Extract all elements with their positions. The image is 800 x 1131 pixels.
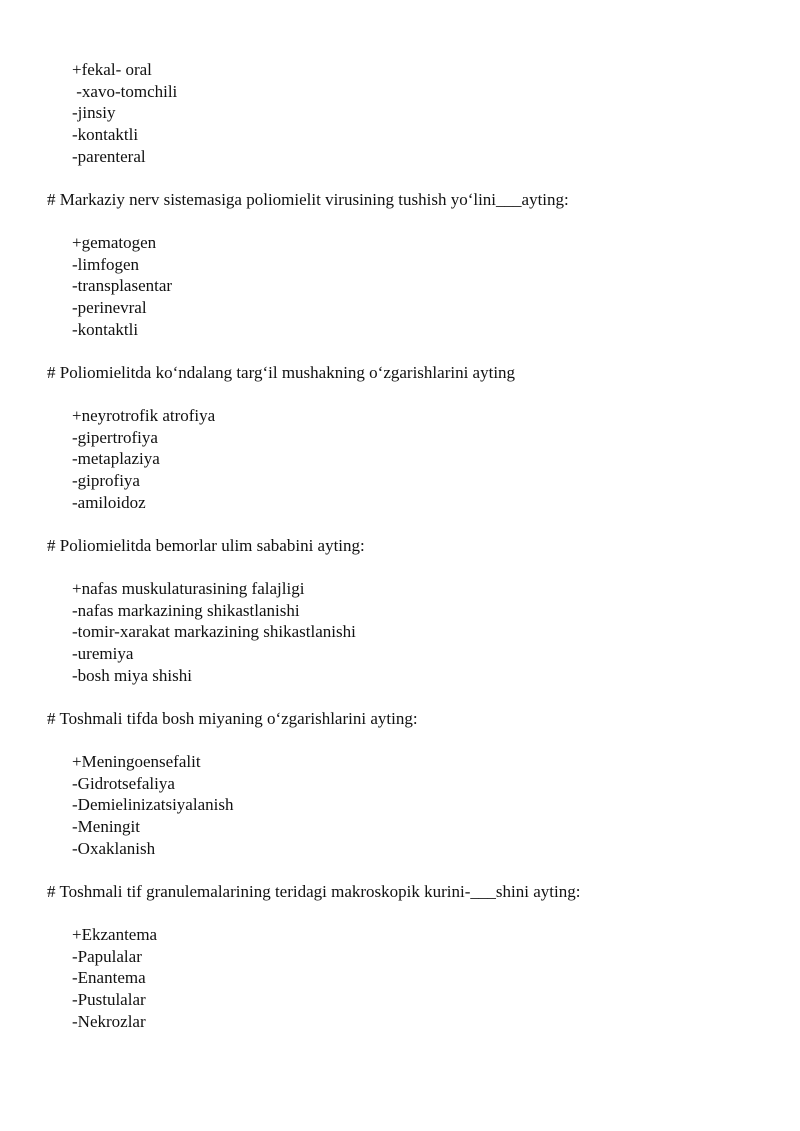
- option-line: -giprofiya: [72, 471, 140, 490]
- question-text: # Toshmali tifda bosh miyaning o‘zgarishlarini ayting:: [47, 709, 418, 728]
- option-line: -Meningit: [72, 817, 140, 836]
- option-line: -bosh miya shishi: [72, 666, 192, 685]
- option-line: +fekal- oral: [72, 60, 152, 79]
- question-text: # Markaziy nerv sistemasiga poliomielit virusining tushish yo‘lini___ayting:: [47, 190, 569, 209]
- option-line: -gipertrofiya: [72, 428, 158, 447]
- option-line: -Papulalar: [72, 947, 142, 966]
- option-line: -Enantema: [72, 968, 146, 987]
- option-line: -uremiya: [72, 644, 134, 663]
- option-line: -transplasentar: [72, 276, 173, 295]
- option-line: +Ekzantema: [72, 925, 158, 944]
- option-line: -limfogen: [72, 255, 140, 274]
- option-line: -Gidrotsefaliya: [72, 774, 175, 793]
- question-text: # Poliomielitda bemorlar ulim sababini ayting:: [47, 536, 365, 555]
- question-text: # Toshmali tif granulemalarining teridagi makroskopik kurini-___shini ayting:: [47, 882, 581, 901]
- option-line: -perinevral: [72, 298, 147, 317]
- option-line: +nafas muskulaturasining falajligi: [72, 579, 305, 598]
- question-text: # Poliomielitda ko‘ndalang targ‘il mushakning o‘zgarishlarini ayting: [47, 363, 516, 382]
- option-line: +neyrotrofik atrofiya: [72, 406, 216, 425]
- option-line: -Demielinizatsiyalanish: [72, 795, 234, 814]
- option-line: -kontaktli: [72, 320, 139, 339]
- option-line: -xavo-tomchili: [72, 82, 178, 101]
- option-line: -Nekrozlar: [72, 1012, 146, 1031]
- option-line: -jinsiy: [72, 103, 116, 122]
- option-line: -metaplaziya: [72, 449, 160, 468]
- option-line: -amiloidoz: [72, 493, 146, 512]
- option-line: +Meningoensefalit: [72, 752, 201, 771]
- option-line: -nafas markazining shikastlanishi: [72, 601, 300, 620]
- option-line: +gematogen: [72, 233, 157, 252]
- option-line: -kontaktli: [72, 125, 139, 144]
- option-line: -Pustulalar: [72, 990, 146, 1009]
- option-line: -Oxaklanish: [72, 839, 156, 858]
- option-line: -parenteral: [72, 147, 146, 166]
- option-line: -tomir-xarakat markazining shikastlanishi: [72, 622, 356, 641]
